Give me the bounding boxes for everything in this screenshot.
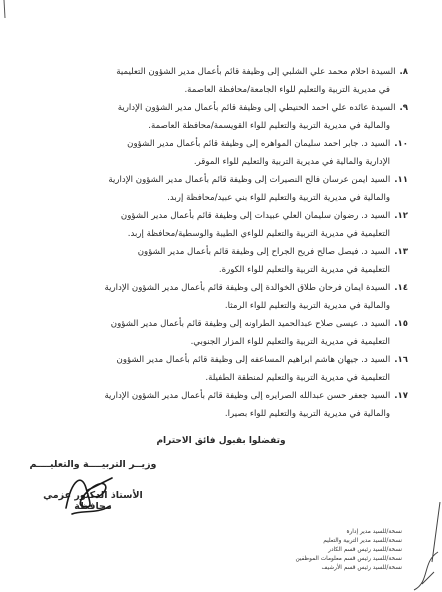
decision-item	[36, 387, 408, 423]
item-number: ١٦.	[394, 355, 408, 365]
item-number: ١٣.	[394, 247, 408, 257]
item-line: السيد د. عيسى صلاح عبدالحميد الطراونه إلى وظيفة قائم بأعمال مدير الشؤون	[110, 319, 391, 329]
item-line-continuation: والمالية في مديرية التربية والتعليم للواء القويسمة/محافظة العاصمة.	[148, 121, 390, 131]
decision-item	[36, 351, 408, 387]
item-line-continuation: والمالية في مديرية التربية والتعليم للواء الرمثا.	[224, 301, 390, 311]
item-line-continuation: والمالية في مديرية التربية والتعليم للواء بني عبيد/محافظة إربد.	[167, 193, 390, 203]
item-line: السيد د. جابر احمد سليمان المواهره إلى وظيفة قائم بأعمال مدير الشؤون	[127, 139, 391, 149]
signatory-title: وزيــر التربيــــة والتعليــــم	[29, 459, 157, 470]
handwritten-signature	[52, 470, 122, 520]
scan-edge-mark	[2, 0, 14, 20]
decision-item	[36, 171, 408, 207]
decision-item	[36, 135, 408, 171]
item-line-continuation: الإدارية والمالية في مديرية التربية والتعليم للواء الموقر.	[193, 157, 390, 167]
item-line: السيدة عائده علي احمد الحنيطي إلى وظيفة قائم بأعمال مدير الشؤون الإدارية	[117, 103, 396, 113]
item-number: ٩.	[399, 103, 408, 113]
item-line-continuation: التعليمية في مديرية التربية والتعليم للواء المزار الجنوبي.	[190, 337, 390, 347]
decision-item	[36, 279, 408, 315]
item-number: ١١.	[394, 175, 408, 185]
item-number: ١٤.	[394, 283, 408, 293]
item-line-continuation: التعليمية في مديرية التربية والتعليم لمنطقة الطفيلة.	[205, 373, 390, 383]
item-line-continuation: والمالية في مديرية التربية والتعليم للواء بصيرا.	[224, 409, 390, 419]
item-line: السيد د. فيصل صالح فريح الجراح إلى وظيفة قائم بأعمال مدير الشؤون	[137, 247, 391, 257]
item-line: السيد د. جيهان هاشم ابراهيم المساعفه إلى وظيفة قائم بأعمال مدير الشؤون	[116, 355, 391, 365]
decision-item	[36, 207, 408, 243]
copy-recipient: نسخة/للسيد رئيس قسم الأرشيف	[321, 565, 402, 571]
decision-item	[36, 315, 408, 351]
item-number: ١٥.	[394, 319, 408, 329]
closing-line: وتفضلوا بقبول فائق الاحترام	[156, 436, 286, 446]
signatory-name: الأستاذ الدكتور عزمي محافظة	[43, 490, 143, 512]
scan-corner-mark	[402, 502, 442, 592]
item-number: ١٠.	[394, 139, 408, 149]
decision-item	[36, 63, 408, 99]
decision-item	[36, 99, 408, 135]
item-line: السيدة ايمان فرحان طلاق الخوالدة إلى وظيفة قائم بأعمال مدير الشؤون الإدارية	[104, 283, 391, 293]
item-line-continuation: التعليمية في مديرية التربية والتعليم للواءي الطيبة والوسطية/محافظة إربد.	[127, 229, 390, 239]
item-line-continuation: في مديرية التربية والتعليم للواء الجامعة/محافظة العاصمة.	[184, 85, 390, 95]
copy-recipient: نسخة/للسيد رئيس قسم معلومات الموظفين	[295, 556, 402, 562]
item-number: ١٢.	[394, 211, 408, 221]
item-line: السيد د. رضوان سليمان العلي عبيدات إلى وظيفة قائم بأعمال مدير الشؤون	[120, 211, 391, 221]
item-number: ١٧.	[394, 391, 408, 401]
copy-recipient: نسخة/للسيد مدير إدارة	[346, 529, 402, 535]
decision-item	[36, 243, 408, 279]
item-line-continuation: التعليمية في مديرية التربية والتعليم للواء الكورة.	[218, 265, 390, 275]
item-line: السيد ايمن عرسان فالح النصيرات إلى وظيفة قائم بأعمال مدير الشؤون الإدارية	[108, 175, 391, 185]
copy-recipient: نسخة/للسيد رئيس قسم الكادر	[328, 547, 402, 553]
item-number: ٨.	[399, 67, 408, 77]
copies-list	[202, 528, 402, 573]
copy-recipient: نسخة/للسيد مدير التربية والتعليم	[323, 538, 402, 544]
item-line: السيد جعفر حسن عبدالله الصرايره إلى وظيفة قائم بأعمال مدير الشؤون الإدارية	[104, 391, 391, 401]
item-line: السيدة احلام محمد علي الشلبي إلى وظيفة قائم بأعمال مدير الشؤون التعليمية	[116, 67, 396, 77]
